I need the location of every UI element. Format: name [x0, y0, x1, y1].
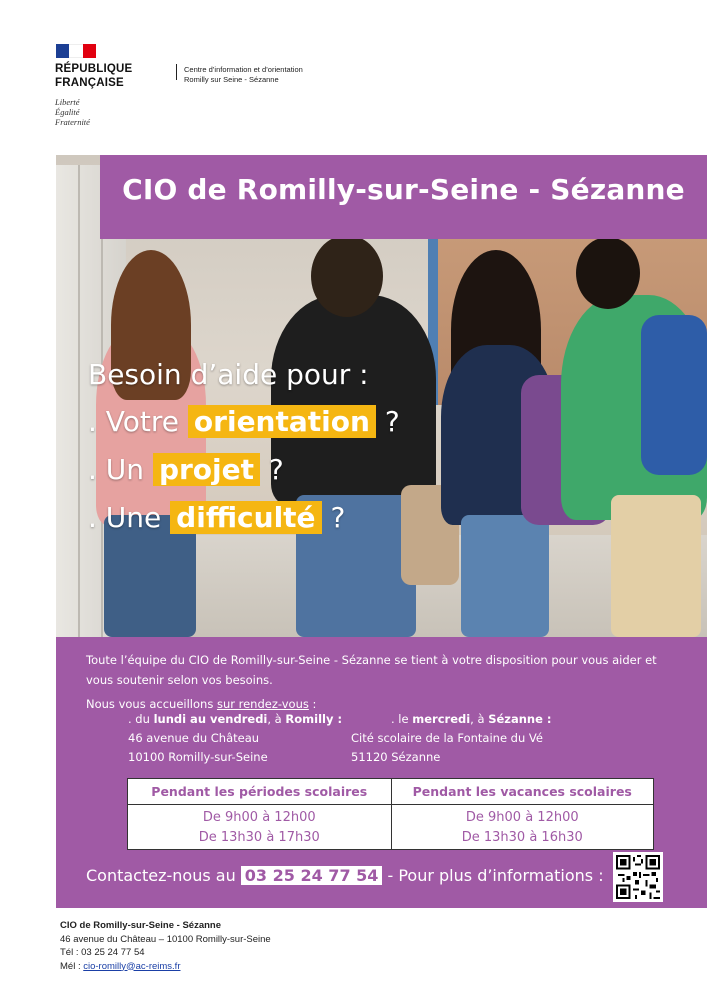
holiday-period-column: Pendant les vacances scolaires De 9h00 à 12h00 De 13h30 à 16h30	[391, 779, 654, 849]
highlight-orientation: orientation	[188, 405, 376, 438]
phone-number[interactable]: 03 25 24 77 54	[241, 866, 383, 885]
marianne-flag-logo	[56, 44, 96, 58]
school-period-header: Pendant les périodes scolaires	[128, 779, 391, 805]
question-projet: . Un projet ?	[88, 453, 284, 486]
holiday-period-header: Pendant les vacances scolaires	[392, 779, 654, 805]
footer-address: 46 avenue du Château – 10100 Romilly-sur-Seine	[60, 933, 271, 945]
appointment-link[interactable]: sur rendez-vous	[216, 697, 309, 711]
footer-name: CIO de Romilly-sur-Seine - Sézanne	[60, 920, 222, 931]
intro-text: Toute l’équipe du CIO de Romilly-sur-Seine - Sézanne se tient à votre disposition pour vous aider et vous soutenir selon vos besoins. Nous vous accueillons sur rendez-vous :	[86, 653, 657, 711]
highlight-difficulte: difficulté	[170, 501, 321, 534]
highlight-projet: projet	[153, 453, 260, 486]
poster-title: CIO de Romilly-sur-Seine - Sézanne	[122, 173, 685, 206]
question-orientation: . Votre orientation ?	[88, 405, 400, 438]
footer: CIO de Romilly-sur-Seine - Sézanne 46 avenue du Château – 10100 Romilly-sur-Seine Tél : 03 25 24 77 54 Mél : cio-romilly@ac-reims.fr	[60, 920, 271, 972]
schedule-table	[127, 778, 654, 850]
question-intro: Besoin d’aide pour :	[88, 358, 369, 391]
qr-code[interactable]	[613, 852, 663, 902]
poster	[56, 155, 707, 908]
school-period-column: Pendant les périodes scolaires De 9h00 à 12h00 De 13h30 à 17h30	[128, 779, 391, 849]
question-difficulte: . Une difficulté ?	[88, 501, 346, 534]
romilly-address: . du lundi au vendredi, à Romilly : 46 avenue du Château 10100 Romilly-sur-Seine	[128, 712, 343, 764]
footer-tel: Tél : 03 25 24 77 54	[60, 947, 145, 958]
contact-line: Contactez-nous au 03 25 24 77 54 - Pour plus d’informations :	[86, 866, 604, 885]
header-divider	[176, 64, 177, 80]
sezanne-address: . le mercredi, à Sézanne : Cité scolaire de la Fontaine du Vé 51120 Sézanne	[351, 712, 552, 764]
students-photo	[56, 155, 707, 637]
republique-francaise-logo: RÉPUBLIQUE FRANÇAISE	[55, 63, 133, 89]
footer-email-link[interactable]: cio-romilly@ac-reims.fr	[83, 960, 181, 972]
organization-name: Centre d’information et d’orientation Romilly sur Seine - Sézanne	[184, 65, 303, 84]
motto: Liberté Égalité Fraternité	[55, 97, 90, 127]
